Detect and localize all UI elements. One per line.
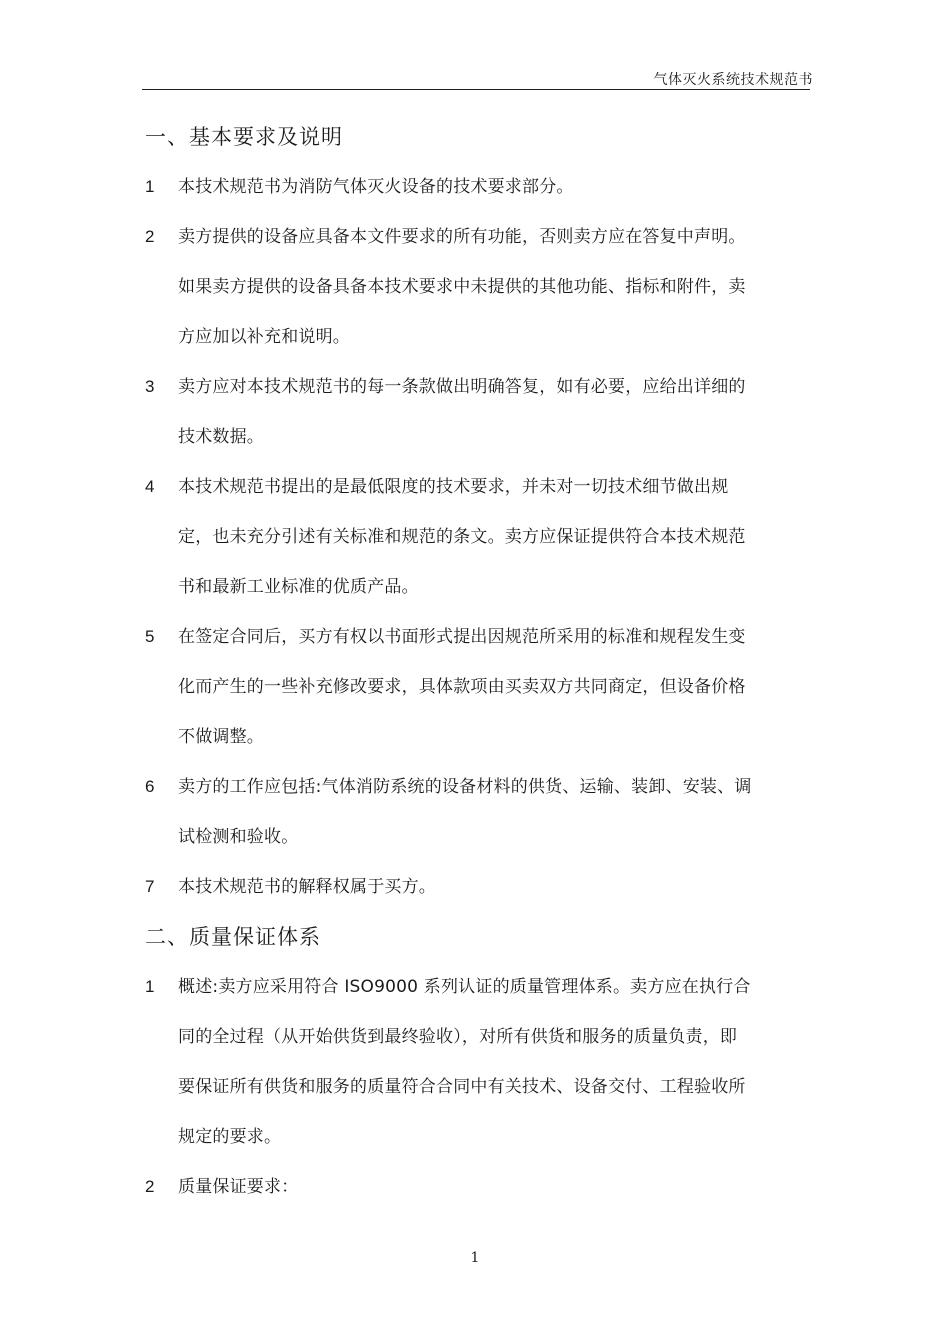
text-line: 本技术规范书为消防气体灭火设备的技术要求部分。	[178, 177, 574, 197]
page-number: 1	[470, 1250, 480, 1266]
header-rule	[142, 89, 810, 90]
text-line: 技术数据。	[178, 427, 264, 447]
item-text	[178, 1162, 810, 1212]
item-text	[178, 362, 810, 462]
text-line: 本技术规范书的解释权属于买方。	[178, 877, 436, 897]
text-line: 在签定合同后，买方有权以书面形式提出因规范所采用的标准和规程发生变	[178, 627, 746, 647]
header-title: 气体灭火系统技术规范书	[653, 72, 813, 88]
item-text	[178, 212, 810, 362]
text-line: 试检测和验收。	[178, 827, 299, 847]
text-line: 要保证所有供货和服务的质量符合合同中有关技术、设备交付、工程验收所	[178, 1077, 746, 1097]
item-number: 4	[145, 477, 155, 496]
list-item	[145, 962, 810, 1162]
item-text	[178, 162, 810, 212]
list-item	[145, 162, 810, 212]
text-line: 定，也未充分引述有关标准和规范的条文。卖方应保证提供符合本技术规范	[178, 527, 746, 547]
text-line: 方应加以补充和说明。	[178, 327, 350, 347]
item-text	[178, 962, 810, 1162]
text-line: 不做调整。	[178, 727, 264, 747]
list-item	[145, 1162, 810, 1212]
item-text	[178, 762, 810, 862]
item-text	[178, 862, 810, 912]
text-line: 书和最新工业标准的优质产品。	[178, 577, 419, 597]
item-number: 2	[145, 227, 155, 246]
section-title: 一、基本要求及说明	[145, 125, 343, 149]
text-line: 规定的要求。	[178, 1127, 282, 1147]
item-number: 1	[145, 977, 155, 996]
list-item	[145, 362, 810, 462]
text-line: 卖方提供的设备应具备本文件要求的所有功能，否则卖方应在答复中声明。	[178, 227, 746, 247]
list-item	[145, 762, 810, 862]
text-line: 概述:卖方应采用符合 ISO9000 系列认证的质量管理体系。卖方应在执行合	[178, 977, 751, 997]
item-number: 3	[145, 377, 155, 396]
item-text	[178, 462, 810, 612]
item-number: 7	[145, 877, 155, 896]
list-item	[145, 612, 810, 762]
item-text	[178, 612, 810, 762]
text-line: 化而产生的一些补充修改要求，具体款项由买卖双方共同商定，但设备价格	[178, 677, 746, 697]
item-number: 6	[145, 777, 155, 796]
text-line: 同的全过程（从开始供货到最终验收），对所有供货和服务的质量负责，即	[178, 1027, 738, 1047]
item-number: 2	[145, 1177, 155, 1196]
list-item	[145, 462, 810, 612]
text-line: 卖方的工作应包括:气体消防系统的设备材料的供货、运输、装卸、安装、调	[178, 777, 752, 797]
section	[145, 112, 810, 912]
document-body	[145, 112, 810, 1212]
item-number: 5	[145, 627, 155, 646]
text-line: 如果卖方提供的设备具备本技术要求中未提供的其他功能、指标和附件，卖	[178, 277, 746, 297]
section-title: 二、质量保证体系	[145, 925, 321, 949]
list-item	[145, 212, 810, 362]
section	[145, 912, 810, 1212]
text-line: 本技术规范书提出的是最低限度的技术要求，并未对一切技术细节做出规	[178, 477, 729, 497]
item-number: 1	[145, 177, 155, 196]
text-line: 卖方应对本技术规范书的每一条款做出明确答复，如有必要，应给出详细的	[178, 377, 746, 397]
text-line: 质量保证要求：	[178, 1177, 299, 1197]
list-item	[145, 862, 810, 912]
